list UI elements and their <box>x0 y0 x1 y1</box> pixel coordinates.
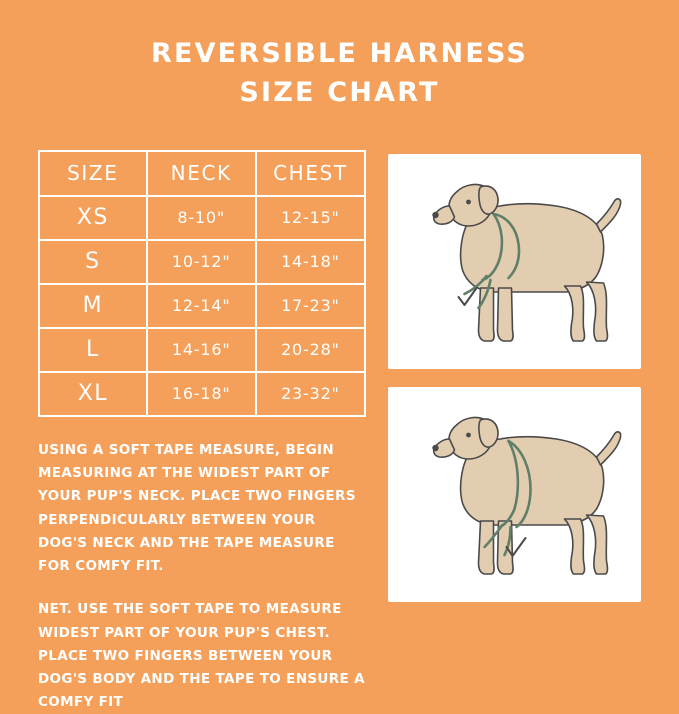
dog-chest-measurement-icon <box>388 387 641 602</box>
cell-size: XS <box>39 196 147 240</box>
column-header-size: SIZE <box>39 151 147 196</box>
cell-neck: 14-16" <box>147 328 256 372</box>
cell-size: XL <box>39 372 147 416</box>
table-header-row <box>39 151 365 196</box>
dog-eye-icon <box>466 200 471 205</box>
table-row <box>39 196 365 240</box>
cell-size: S <box>39 240 147 284</box>
right-column <box>388 150 641 679</box>
neck-illustration-card <box>388 154 641 369</box>
table-row <box>39 372 365 416</box>
dog-nose-icon <box>432 445 438 451</box>
table-row <box>39 328 365 372</box>
measurement-instructions <box>38 439 366 714</box>
cell-neck: 10-12" <box>147 240 256 284</box>
column-header-chest: CHEST <box>256 151 365 196</box>
cell-chest: 17-23" <box>256 284 365 328</box>
instruction-chest: NET. USE THE SOFT TAPE TO MEASURE WIDEST PART OF YOUR PUP'S CHEST. PLACE TWO FINGERS BETWEEN YOUR DOG'S BODY AND THE TAPE TO ENSURE A COMFY FIT <box>38 601 365 711</box>
table-row <box>39 284 365 328</box>
cell-chest: 12-15" <box>256 196 365 240</box>
cell-neck: 12-14" <box>147 284 256 328</box>
cell-neck: 8-10" <box>147 196 256 240</box>
cell-size: L <box>39 328 147 372</box>
instruction-neck: USING A SOFT TAPE MEASURE, BEGIN MEASURING AT THE WIDEST PART OF YOUR PUP'S NECK. PLACE TWO FINGERS PERPENDICULARLY BETWEEN YOUR DOG'S NECK AND THE TAPE MEASURE FOR COMFY FIT. <box>38 442 356 575</box>
content-area <box>0 150 679 711</box>
dog-eye-icon <box>466 433 471 438</box>
cell-size: M <box>39 284 147 328</box>
cell-chest: 23-32" <box>256 372 365 416</box>
cell-chest: 20-28" <box>256 328 365 372</box>
title-line-2: SIZE CHART <box>239 77 440 109</box>
check-icon <box>459 288 477 305</box>
cell-neck: 16-18" <box>147 372 256 416</box>
left-column <box>38 150 366 711</box>
dog-nose-icon <box>432 212 438 218</box>
page-title <box>0 0 679 112</box>
chest-illustration-card <box>388 387 641 602</box>
table-row <box>39 240 365 284</box>
size-table <box>38 150 366 417</box>
dog-neck-measurement-icon <box>388 154 641 369</box>
cell-chest: 14-18" <box>256 240 365 284</box>
title-line-1: REVERSIBLE HARNESS <box>150 38 529 69</box>
column-header-neck: NECK <box>147 151 256 196</box>
